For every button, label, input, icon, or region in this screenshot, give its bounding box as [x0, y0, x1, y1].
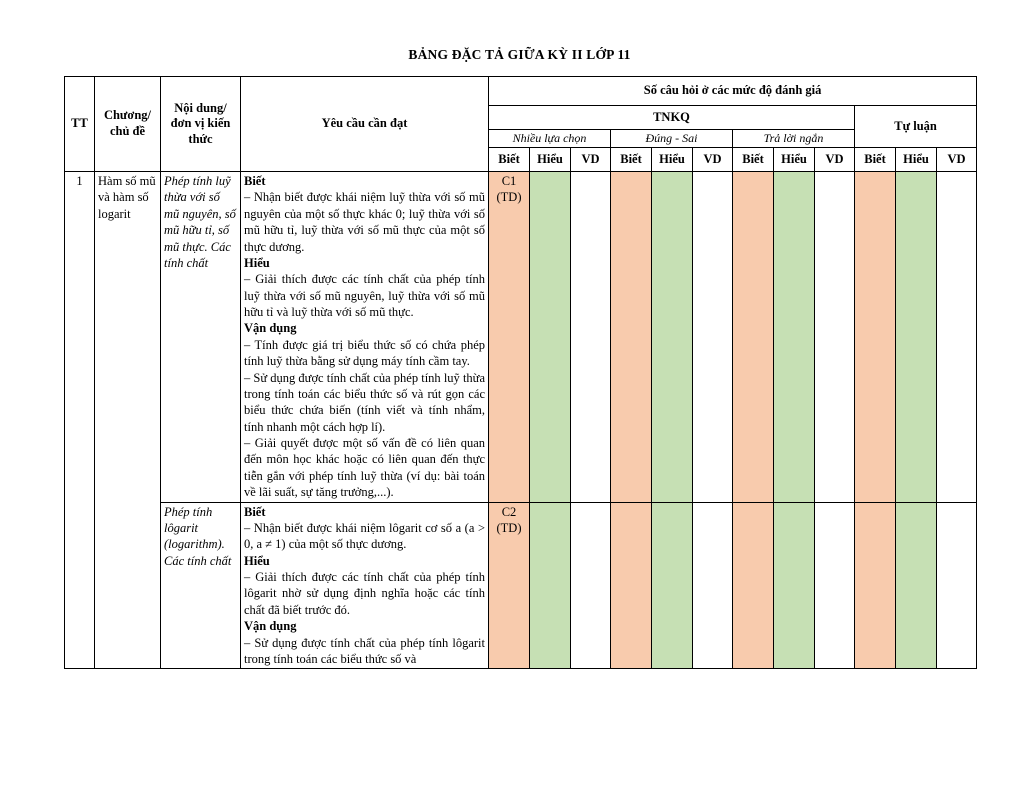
requirement-paragraph: – Sử dụng được tính chất của phép tính lôgarit trong tính toán các biểu thức số và — [244, 635, 485, 666]
requirement-paragraph: – Giải quyết được một số vấn đề có liên quan đến môn học khác hoặc có liên quan đến thực tiễn gắn với phép tính luỹ thừa (ví dụ: bài toán về lãi suất, sự tăng trưởng,...). — [244, 436, 485, 500]
requirement-paragraph: Vận dụng — [244, 619, 297, 634]
cell-sa-vd — [815, 172, 855, 503]
cell-ts-biet — [611, 172, 652, 503]
cell-mc-vd — [571, 502, 611, 669]
question-type: (TD) — [496, 520, 522, 535]
header-multiple-choice: Nhiều lựa chọn — [489, 130, 611, 148]
question-code: C1 — [501, 174, 517, 188]
requirement-paragraph: – Nhận biết được khái niệm lôgarit cơ số a (a > 0, a ≠ 1) của một số thực dương. — [244, 520, 485, 552]
header-chapter: Chương/ chủ đề — [95, 77, 161, 172]
page-title: BẢNG ĐẶC TẢ GIỮA KỲ II LỚP 11 — [408, 47, 631, 62]
cell-essay-hieu — [896, 502, 937, 669]
cell-essay-hieu — [896, 172, 937, 503]
header-sa-vd: VD — [815, 148, 855, 172]
table-row — [65, 172, 977, 503]
header-ts-vd: VD — [693, 148, 733, 172]
requirement-paragraph: Biết — [244, 504, 266, 519]
header-sa-biet: Biết — [733, 148, 774, 172]
header-essay: Tự luận — [855, 106, 977, 148]
cell-requirements — [241, 172, 489, 503]
question-code: C2 — [501, 504, 517, 519]
header-question-levels: Số câu hỏi ở các mức độ đánh giá — [489, 77, 977, 106]
cell-ts-vd — [693, 172, 733, 503]
header-ts-hieu: Hiểu — [652, 148, 693, 172]
cell-mc-biet — [489, 502, 530, 669]
header-short-answer: Trả lời ngắn — [733, 130, 855, 148]
cell-essay-biet — [855, 172, 896, 503]
header-row-1 — [65, 77, 977, 106]
cell-essay-vd — [937, 502, 977, 669]
cell-essay-vd — [937, 172, 977, 503]
header-sa-hieu: Hiểu — [774, 148, 815, 172]
spec-table — [64, 76, 977, 669]
requirement-paragraph: Biết — [244, 174, 266, 188]
header-tt: TT — [65, 77, 95, 172]
cell-mc-vd — [571, 172, 611, 503]
cell-chapter: Hàm số mũ và hàm số logarit — [95, 172, 161, 669]
cell-ts-biet — [611, 502, 652, 669]
cell-unit: Phép tính luỹ thừa với số mũ nguyên, số mũ hữu tỉ, số mũ thực. Các tính chất — [161, 172, 241, 503]
requirement-paragraph: – Tính được giá trị biểu thức số có chứa phép tính luỹ thừa bằng sử dụng máy tính cầm tay. — [244, 337, 485, 369]
cell-sa-vd — [815, 502, 855, 669]
cell-tt: 1 — [65, 172, 95, 669]
header-true-false: Đúng - Sai — [611, 130, 733, 148]
cell-unit: Phép tính lôgarit (logarithm). Các tính chất — [161, 502, 241, 669]
cell-ts-vd — [693, 502, 733, 669]
header-mc-vd: VD — [571, 148, 611, 172]
cell-ts-hieu — [652, 172, 693, 503]
table-row — [65, 502, 977, 669]
requirement-paragraph: – Giải thích được các tính chất của phép tính luỹ thừa với số mũ nguyên, luỹ thừa với số mũ hữu tỉ và luỹ thừa với số mũ thực. — [244, 272, 485, 319]
cell-sa-biet — [733, 172, 774, 503]
table-header — [65, 77, 977, 172]
header-essay-biet: Biết — [855, 148, 896, 172]
header-ts-biet: Biết — [611, 148, 652, 172]
table-body — [65, 172, 977, 669]
cell-essay-biet — [855, 502, 896, 669]
requirement-paragraph: Vận dụng — [244, 321, 297, 336]
header-requirements: Yêu cầu cần đạt — [241, 77, 489, 172]
requirement-paragraph: Hiểu — [244, 255, 270, 270]
header-essay-vd: VD — [937, 148, 977, 172]
header-mc-biet: Biết — [489, 148, 530, 172]
requirement-paragraph: – Sử dụng được tính chất của phép tính luỹ thừa trong tính toán các biểu thức số và rút gọn các biểu thức chứa biến (tính viết và tính nhẩm, tính nhanh một cách hợp lí). — [244, 370, 485, 434]
header-mc-hieu: Hiểu — [530, 148, 571, 172]
header-tnkq: TNKQ — [489, 106, 855, 130]
cell-mc-biet — [489, 172, 530, 503]
cell-requirements — [241, 502, 489, 669]
question-type: (TD) — [496, 190, 522, 205]
requirement-paragraph: Hiểu — [244, 553, 270, 568]
cell-mc-hieu — [530, 172, 571, 503]
header-content-unit: Nội dung/đơn vị kiến thức — [161, 77, 241, 172]
cell-sa-hieu — [774, 502, 815, 669]
requirement-paragraph: – Nhận biết được khái niệm luỹ thừa với số mũ nguyên của một số thực khác 0; luỹ thừa với số mũ hữu tỉ, luỹ thừa với số mũ thực của một số thực dương. — [244, 190, 485, 254]
requirement-paragraph: – Giải thích được các tính chất của phép tính lôgarit nhờ sử dụng định nghĩa hoặc các tính chất đã biết trước đó. — [244, 570, 485, 617]
cell-sa-biet — [733, 502, 774, 669]
cell-mc-hieu — [530, 502, 571, 669]
cell-ts-hieu — [652, 502, 693, 669]
header-essay-hieu: Hiểu — [896, 148, 937, 172]
cell-sa-hieu — [774, 172, 815, 503]
